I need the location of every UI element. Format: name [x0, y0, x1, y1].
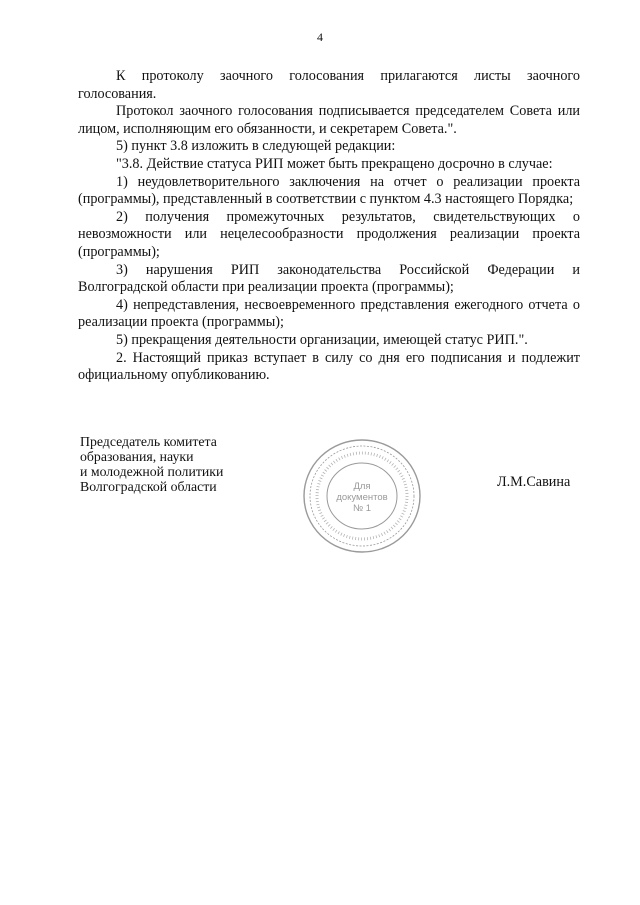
paragraph-6: 2) получения промежуточных результатов, свидетельствующих о невозможности или нецелесообразности продолжения реализации проекта (программы); — [78, 208, 580, 260]
signature-title — [80, 434, 310, 494]
signature-line-1: Председатель комитета — [80, 434, 217, 449]
official-seal — [300, 436, 424, 556]
paragraph-10: 2. Настоящий приказ вступает в силу со дня его подписания и подлежит официальному опубликованию. — [78, 349, 580, 384]
paragraph-7: 3) нарушения РИП законодательства Российской Федерации и Волгоградской области при реализации проекта (программы); — [78, 261, 580, 296]
paragraph-5: 1) неудовлетворительного заключения на отчет о реализации проекта (программы), представленный в соответствии с пунктом 4.3 настоящего Порядка; — [78, 173, 580, 208]
paragraph-9: 5) прекращения деятельности организации, имеющей статус РИП.". — [116, 331, 528, 348]
signature-line-4: Волгоградской области — [80, 479, 217, 494]
seal-text-3: № 1 — [352, 503, 372, 514]
document-body — [78, 68, 580, 385]
paragraph-4: "3.8. Действие статуса РИП может быть прекращено досрочно в случае: — [116, 155, 553, 172]
seal-text-1: Для — [353, 481, 371, 492]
paragraph-8: 4) непредставления, несвоевременного представления ежегодного отчета о реализации проекта (программы); — [78, 296, 580, 331]
seal-graphic — [300, 436, 424, 556]
paragraph-2: Протокол заочного голосования подписывается председателем Совета или лицом, исполняющим его обязанности, и секретарем Совета.". — [78, 103, 580, 137]
page-number: 4 — [317, 30, 323, 44]
signer-name: Л.М.Савина — [497, 474, 571, 490]
paragraph-3: 5) пункт 3.8 изложить в следующей редакции: — [116, 138, 396, 155]
seal-text-2: документов — [336, 492, 388, 503]
paragraph-1: К протоколу заочного голосования прилагаются листы заочного голосования. — [78, 68, 580, 102]
signature-line-2: образования, науки — [80, 449, 194, 464]
signature-line-3: и молодежной политики — [80, 464, 224, 479]
